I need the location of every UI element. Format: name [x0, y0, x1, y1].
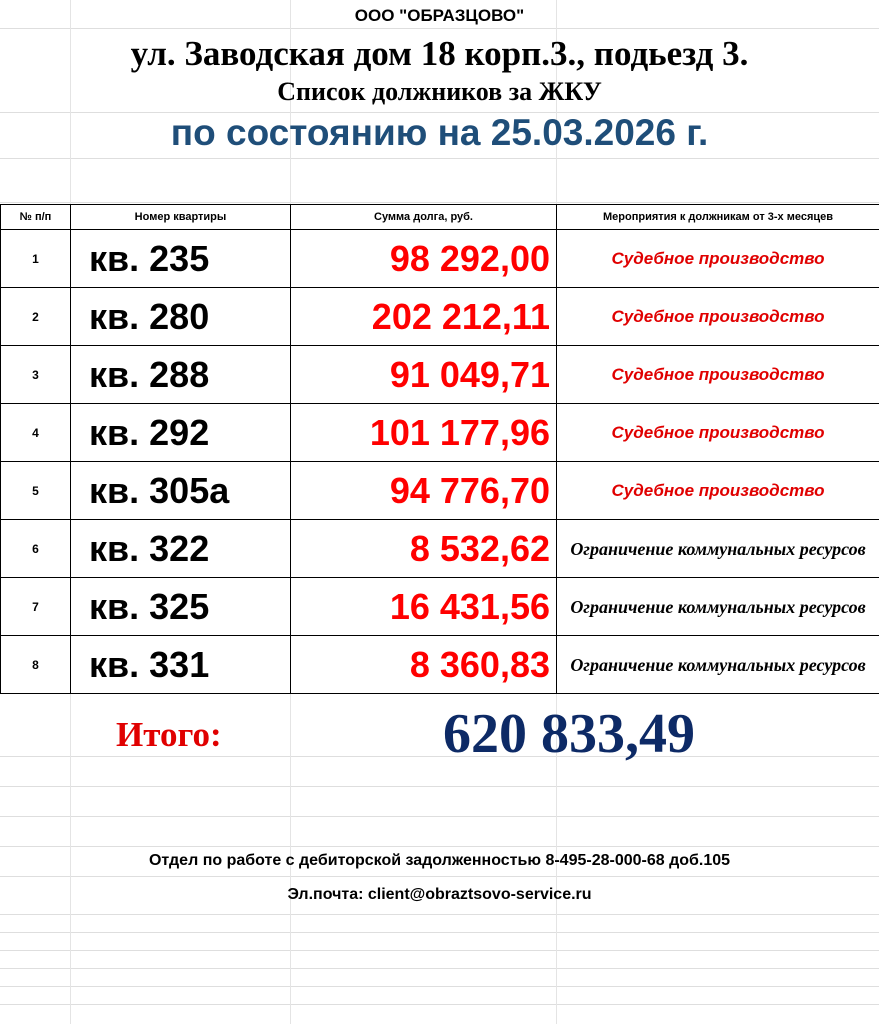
apartment-number: кв. 292 [71, 404, 291, 462]
column-header-amount: Сумма долга, руб. [291, 205, 557, 230]
debt-action: Ограничение коммунальных ресурсов [557, 578, 879, 636]
row-number: 7 [1, 578, 71, 636]
debt-amount: 91 049,71 [291, 346, 557, 404]
row-number: 5 [1, 462, 71, 520]
debt-action: Ограничение коммунальных ресурсов [557, 636, 879, 694]
debt-action: Судебное производство [557, 230, 879, 288]
row-number: 1 [1, 230, 71, 288]
building-address: ул. Заводская дом 18 корп.3., подьезд 3. [130, 34, 749, 73]
apartment-number: кв. 322 [71, 520, 291, 578]
debt-action: Судебное производство [557, 404, 879, 462]
table-row [1, 404, 879, 462]
debt-amount: 8 532,62 [291, 520, 557, 578]
table-header-row [1, 205, 879, 230]
organization-name: ООО "ОБРАЗЦОВО" [354, 6, 525, 25]
table-row [1, 230, 879, 288]
email-contact: Эл.почта: client@obraztsovo-service.ru [287, 886, 592, 903]
as-of-date: по состоянию на 25.03.2026 г. [170, 112, 709, 153]
table-row [1, 462, 879, 520]
debt-amount: 16 431,56 [291, 578, 557, 636]
department-contact: Отдел по работе с дебиторской задолженностью 8-495-28-000-68 доб.105 [148, 852, 731, 869]
total-value: 620 833,49 [443, 703, 695, 765]
column-header-action: Мероприятия к должникам от 3-х месяцев [557, 205, 879, 230]
table-row [1, 288, 879, 346]
table-row [1, 578, 879, 636]
debt-action: Судебное производство [557, 288, 879, 346]
debt-action: Судебное производство [557, 462, 879, 520]
document-title: Список должников за ЖКУ [277, 77, 602, 106]
apartment-number: кв. 288 [71, 346, 291, 404]
table-row [1, 346, 879, 404]
debt-action: Ограничение коммунальных ресурсов [557, 520, 879, 578]
debt-action: Судебное производство [557, 346, 879, 404]
table-row [1, 636, 879, 694]
row-number: 4 [1, 404, 71, 462]
row-number: 2 [1, 288, 71, 346]
table-row [1, 520, 879, 578]
column-header-apartment: Номер квартиры [71, 205, 291, 230]
total-label: Итого: [116, 715, 222, 754]
debt-amount: 94 776,70 [291, 462, 557, 520]
apartment-number: кв. 305а [71, 462, 291, 520]
apartment-number: кв. 280 [71, 288, 291, 346]
debt-amount: 202 212,11 [291, 288, 557, 346]
debt-amount: 101 177,96 [291, 404, 557, 462]
row-number: 3 [1, 346, 71, 404]
debt-amount: 98 292,00 [291, 230, 557, 288]
apartment-number: кв. 235 [71, 230, 291, 288]
row-number: 6 [1, 520, 71, 578]
apartment-number: кв. 331 [71, 636, 291, 694]
debtors-table [0, 204, 879, 694]
apartment-number: кв. 325 [71, 578, 291, 636]
row-number: 8 [1, 636, 71, 694]
debt-amount: 8 360,83 [291, 636, 557, 694]
column-header-number: № п/п [1, 205, 71, 230]
